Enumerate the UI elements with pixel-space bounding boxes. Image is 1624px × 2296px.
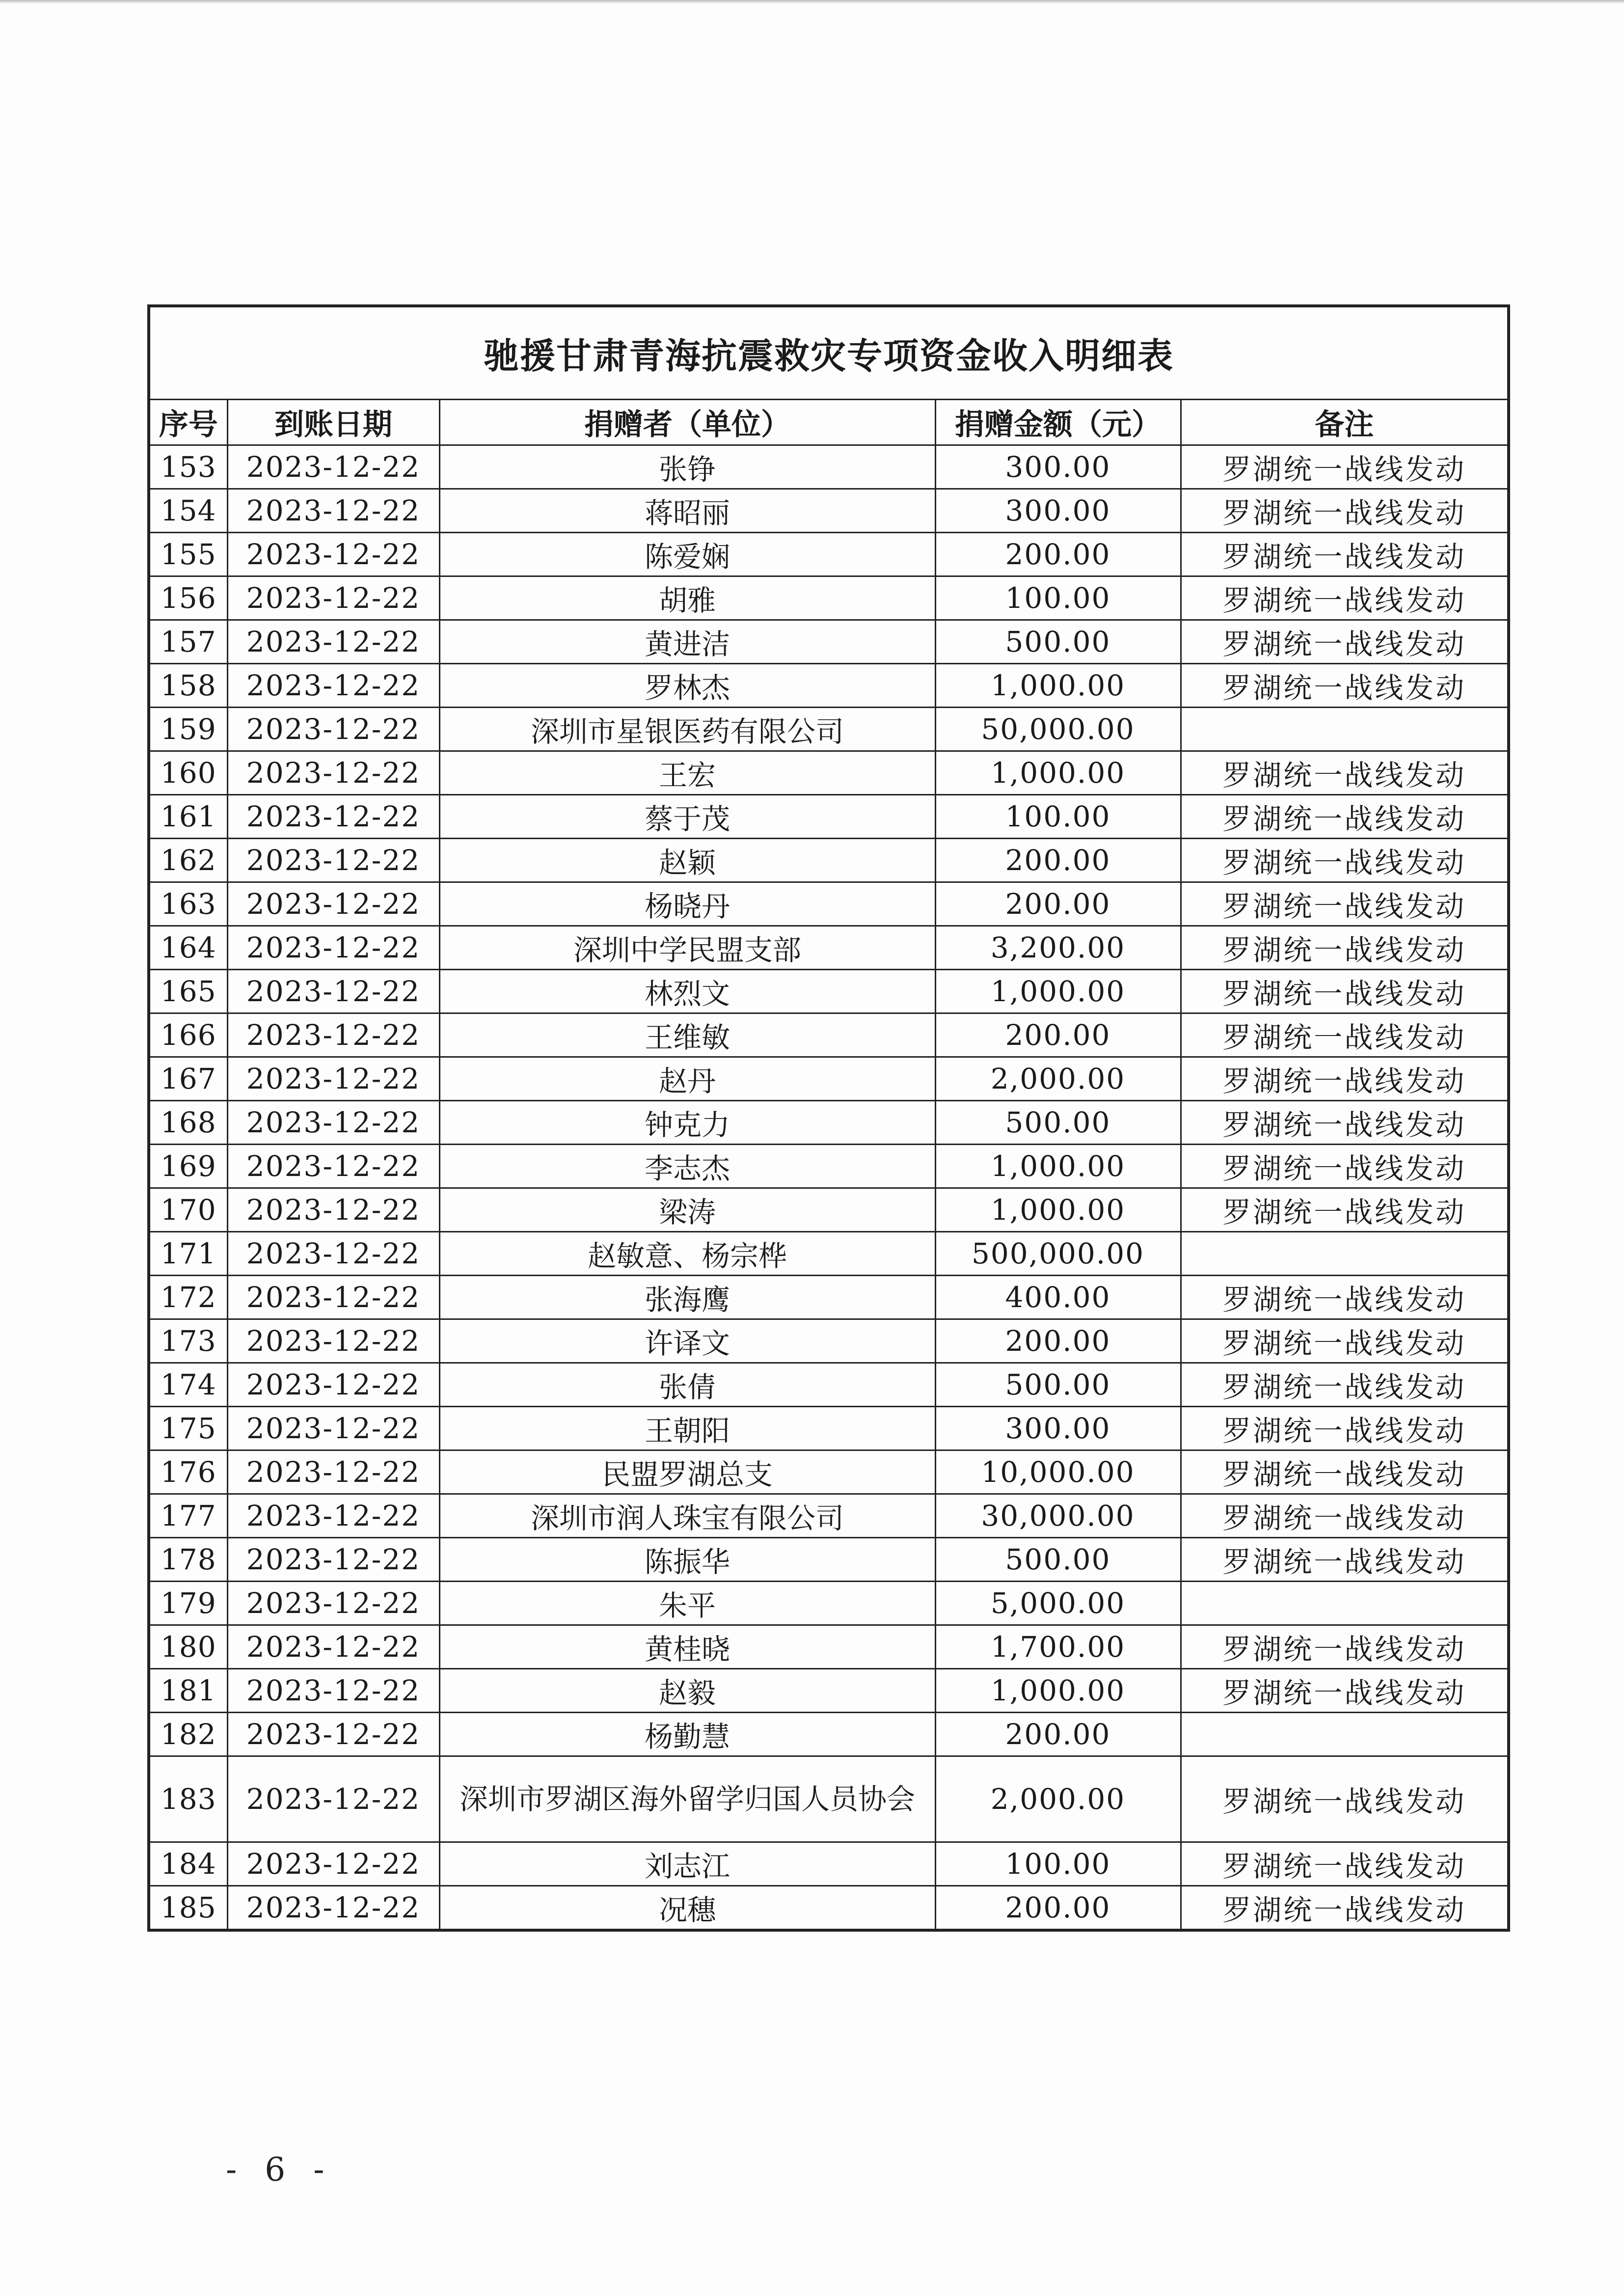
table-row: [149, 1669, 1509, 1713]
cell-seq: 179: [149, 1582, 227, 1625]
cell-note: 罗湖统一战线发动: [1181, 1145, 1509, 1188]
cell-seq: 183: [149, 1756, 227, 1842]
cell-amount: 50,000.00: [935, 708, 1181, 751]
cell-note: 罗湖统一战线发动: [1181, 926, 1509, 970]
cell-amount: 500.00: [935, 1363, 1181, 1407]
cell-amount: 300.00: [935, 489, 1181, 533]
cell-seq: 177: [149, 1494, 227, 1538]
cell-note: 罗湖统一战线发动: [1181, 970, 1509, 1013]
cell-amount: 500.00: [935, 1538, 1181, 1582]
table-row: [149, 708, 1509, 751]
cell-amount: 500.00: [935, 1101, 1181, 1145]
cell-date: 2023-12-22: [227, 1057, 439, 1101]
cell-amount: 1,000.00: [935, 664, 1181, 708]
cell-note: 罗湖统一战线发动: [1181, 751, 1509, 795]
cell-date: 2023-12-22: [227, 1886, 439, 1931]
cell-seq: 169: [149, 1145, 227, 1188]
table-body: [149, 445, 1509, 1931]
cell-date: 2023-12-22: [227, 1450, 439, 1494]
cell-seq: 157: [149, 620, 227, 664]
cell-donor: 赵颖: [439, 839, 935, 882]
cell-amount: 200.00: [935, 839, 1181, 882]
cell-amount: 1,000.00: [935, 1669, 1181, 1713]
table-row: [149, 620, 1509, 664]
cell-note: 罗湖统一战线发动: [1181, 1407, 1509, 1450]
cell-date: 2023-12-22: [227, 1013, 439, 1057]
cell-note: 罗湖统一战线发动: [1181, 1450, 1509, 1494]
cell-date: 2023-12-22: [227, 1538, 439, 1582]
cell-date: 2023-12-22: [227, 1188, 439, 1232]
cell-donor: 张倩: [439, 1363, 935, 1407]
cell-donor: 张海鹰: [439, 1276, 935, 1319]
cell-amount: 400.00: [935, 1276, 1181, 1319]
scan-edge: [0, 0, 1624, 4]
table-title: 驰援甘肃青海抗震救灾专项资金收入明细表: [149, 306, 1509, 400]
cell-note: 罗湖统一战线发动: [1181, 795, 1509, 839]
cell-date: 2023-12-22: [227, 1842, 439, 1886]
cell-note: [1181, 1582, 1509, 1625]
cell-date: 2023-12-22: [227, 445, 439, 489]
cell-seq: 171: [149, 1232, 227, 1276]
table-row: [149, 1188, 1509, 1232]
cell-donor: 杨勤慧: [439, 1713, 935, 1756]
cell-note: 罗湖统一战线发动: [1181, 664, 1509, 708]
cell-seq: 185: [149, 1886, 227, 1931]
cell-amount: 10,000.00: [935, 1450, 1181, 1494]
cell-note: 罗湖统一战线发动: [1181, 1625, 1509, 1669]
table-row: [149, 1232, 1509, 1276]
cell-amount: 200.00: [935, 1013, 1181, 1057]
table-row: [149, 1013, 1509, 1057]
cell-donor: 刘志江: [439, 1842, 935, 1886]
cell-donor: 深圳市罗湖区海外留学归国人员协会: [439, 1756, 935, 1842]
cell-amount: 3,200.00: [935, 926, 1181, 970]
cell-date: 2023-12-22: [227, 620, 439, 664]
table-row: [149, 1057, 1509, 1101]
cell-donor: 许译文: [439, 1319, 935, 1363]
cell-seq: 162: [149, 839, 227, 882]
table-row: [149, 882, 1509, 926]
table-row: [149, 664, 1509, 708]
cell-date: 2023-12-22: [227, 1669, 439, 1713]
cell-date: 2023-12-22: [227, 576, 439, 620]
cell-amount: 2,000.00: [935, 1756, 1181, 1842]
cell-date: 2023-12-22: [227, 1101, 439, 1145]
table-row: [149, 795, 1509, 839]
cell-note: 罗湖统一战线发动: [1181, 620, 1509, 664]
cell-amount: 200.00: [935, 1886, 1181, 1931]
cell-date: 2023-12-22: [227, 795, 439, 839]
table-row: [149, 1713, 1509, 1756]
donation-income-table: [147, 304, 1510, 1932]
cell-seq: 167: [149, 1057, 227, 1101]
cell-note: 罗湖统一战线发动: [1181, 1101, 1509, 1145]
cell-seq: 164: [149, 926, 227, 970]
cell-note: 罗湖统一战线发动: [1181, 1669, 1509, 1713]
cell-date: 2023-12-22: [227, 751, 439, 795]
cell-donor: 王维敏: [439, 1013, 935, 1057]
cell-note: 罗湖统一战线发动: [1181, 1057, 1509, 1101]
cell-donor: 蒋昭丽: [439, 489, 935, 533]
cell-seq: 156: [149, 576, 227, 620]
cell-note: 罗湖统一战线发动: [1181, 1842, 1509, 1886]
table-row: [149, 1276, 1509, 1319]
cell-donor: 深圳中学民盟支部: [439, 926, 935, 970]
cell-date: 2023-12-22: [227, 1494, 439, 1538]
cell-donor: 深圳市润人珠宝有限公司: [439, 1494, 935, 1538]
cell-amount: 300.00: [935, 1407, 1181, 1450]
cell-amount: 200.00: [935, 882, 1181, 926]
cell-seq: 184: [149, 1842, 227, 1886]
cell-donor: 陈爱娴: [439, 533, 935, 576]
cell-date: 2023-12-22: [227, 1407, 439, 1450]
table-row: [149, 1407, 1509, 1450]
table-row: [149, 1494, 1509, 1538]
cell-note: [1181, 1232, 1509, 1276]
table-row: [149, 1756, 1509, 1842]
cell-amount: 2,000.00: [935, 1057, 1181, 1101]
cell-donor: 朱平: [439, 1582, 935, 1625]
cell-note: 罗湖统一战线发动: [1181, 1886, 1509, 1931]
cell-seq: 181: [149, 1669, 227, 1713]
cell-date: 2023-12-22: [227, 664, 439, 708]
header-row: [149, 400, 1509, 445]
cell-donor: 李志杰: [439, 1145, 935, 1188]
cell-date: 2023-12-22: [227, 839, 439, 882]
cell-donor: 陈振华: [439, 1538, 935, 1582]
cell-donor: 杨晓丹: [439, 882, 935, 926]
cell-note: 罗湖统一战线发动: [1181, 1494, 1509, 1538]
table-row: [149, 1886, 1509, 1931]
header-seq: 序号: [149, 400, 227, 445]
cell-seq: 168: [149, 1101, 227, 1145]
cell-seq: 172: [149, 1276, 227, 1319]
cell-seq: 155: [149, 533, 227, 576]
cell-amount: 5,000.00: [935, 1582, 1181, 1625]
cell-amount: 100.00: [935, 795, 1181, 839]
cell-note: 罗湖统一战线发动: [1181, 445, 1509, 489]
cell-date: 2023-12-22: [227, 1232, 439, 1276]
table-row: [149, 1450, 1509, 1494]
cell-amount: 100.00: [935, 576, 1181, 620]
cell-seq: 175: [149, 1407, 227, 1450]
table-row: [149, 533, 1509, 576]
cell-note: 罗湖统一战线发动: [1181, 839, 1509, 882]
table-row: [149, 926, 1509, 970]
header-date: 到账日期: [227, 400, 439, 445]
cell-amount: 1,700.00: [935, 1625, 1181, 1669]
table-row: [149, 1101, 1509, 1145]
cell-amount: 1,000.00: [935, 1188, 1181, 1232]
cell-date: 2023-12-22: [227, 882, 439, 926]
header-amount: 捐赠金额（元）: [935, 400, 1181, 445]
cell-note: 罗湖统一战线发动: [1181, 1276, 1509, 1319]
cell-note: 罗湖统一战线发动: [1181, 882, 1509, 926]
cell-donor: 赵毅: [439, 1669, 935, 1713]
cell-donor: 黄桂晓: [439, 1625, 935, 1669]
cell-seq: 178: [149, 1538, 227, 1582]
table-row: [149, 1319, 1509, 1363]
cell-amount: 1,000.00: [935, 1145, 1181, 1188]
header-donor: 捐赠者（单位）: [439, 400, 935, 445]
cell-note: [1181, 1713, 1509, 1756]
cell-note: 罗湖统一战线发动: [1181, 489, 1509, 533]
cell-seq: 160: [149, 751, 227, 795]
cell-donor: 赵敏意、杨宗桦: [439, 1232, 935, 1276]
cell-seq: 158: [149, 664, 227, 708]
cell-date: 2023-12-22: [227, 1363, 439, 1407]
cell-seq: 165: [149, 970, 227, 1013]
cell-donor: 罗林杰: [439, 664, 935, 708]
cell-donor: 钟克力: [439, 1101, 935, 1145]
table-row: [149, 1538, 1509, 1582]
table-row: [149, 1145, 1509, 1188]
cell-amount: 200.00: [935, 1713, 1181, 1756]
cell-donor: 深圳市星银医药有限公司: [439, 708, 935, 751]
cell-date: 2023-12-22: [227, 489, 439, 533]
cell-note: 罗湖统一战线发动: [1181, 1538, 1509, 1582]
cell-note: 罗湖统一战线发动: [1181, 1363, 1509, 1407]
cell-seq: 170: [149, 1188, 227, 1232]
cell-date: 2023-12-22: [227, 926, 439, 970]
cell-amount: 1,000.00: [935, 970, 1181, 1013]
cell-donor: 况穗: [439, 1886, 935, 1931]
table-row: [149, 445, 1509, 489]
cell-note: 罗湖统一战线发动: [1181, 1188, 1509, 1232]
cell-amount: 300.00: [935, 445, 1181, 489]
table-row: [149, 1842, 1509, 1886]
header-note: 备注: [1181, 400, 1509, 445]
cell-date: 2023-12-22: [227, 708, 439, 751]
cell-donor: 王宏: [439, 751, 935, 795]
cell-seq: 176: [149, 1450, 227, 1494]
table-row: [149, 1363, 1509, 1407]
cell-seq: 154: [149, 489, 227, 533]
cell-seq: 180: [149, 1625, 227, 1669]
cell-seq: 174: [149, 1363, 227, 1407]
cell-note: 罗湖统一战线发动: [1181, 1013, 1509, 1057]
cell-donor: 民盟罗湖总支: [439, 1450, 935, 1494]
cell-note: 罗湖统一战线发动: [1181, 1319, 1509, 1363]
cell-amount: 30,000.00: [935, 1494, 1181, 1538]
cell-date: 2023-12-22: [227, 1625, 439, 1669]
table-row: [149, 489, 1509, 533]
cell-date: 2023-12-22: [227, 1582, 439, 1625]
cell-date: 2023-12-22: [227, 970, 439, 1013]
table-row: [149, 1625, 1509, 1669]
cell-donor: 梁涛: [439, 1188, 935, 1232]
cell-donor: 黄进洁: [439, 620, 935, 664]
cell-donor: 王朝阳: [439, 1407, 935, 1450]
cell-date: 2023-12-22: [227, 1756, 439, 1842]
cell-note: [1181, 708, 1509, 751]
cell-seq: 159: [149, 708, 227, 751]
table-row: [149, 970, 1509, 1013]
cell-donor: 赵丹: [439, 1057, 935, 1101]
cell-amount: 100.00: [935, 1842, 1181, 1886]
table-row: [149, 751, 1509, 795]
cell-amount: 500,000.00: [935, 1232, 1181, 1276]
cell-date: 2023-12-22: [227, 533, 439, 576]
cell-seq: 161: [149, 795, 227, 839]
cell-amount: 200.00: [935, 533, 1181, 576]
cell-date: 2023-12-22: [227, 1145, 439, 1188]
table-row: [149, 576, 1509, 620]
cell-seq: 153: [149, 445, 227, 489]
cell-seq: 182: [149, 1713, 227, 1756]
table-row: [149, 839, 1509, 882]
cell-amount: 200.00: [935, 1319, 1181, 1363]
cell-date: 2023-12-22: [227, 1319, 439, 1363]
cell-donor: 蔡于茂: [439, 795, 935, 839]
cell-donor: 胡雅: [439, 576, 935, 620]
cell-donor: 张铮: [439, 445, 935, 489]
cell-note: 罗湖统一战线发动: [1181, 533, 1509, 576]
cell-donor: 林烈文: [439, 970, 935, 1013]
cell-date: 2023-12-22: [227, 1276, 439, 1319]
cell-amount: 500.00: [935, 620, 1181, 664]
cell-seq: 166: [149, 1013, 227, 1057]
page-number: - 6 -: [226, 2151, 333, 2188]
table-row: [149, 1582, 1509, 1625]
cell-seq: 173: [149, 1319, 227, 1363]
cell-seq: 163: [149, 882, 227, 926]
cell-note: 罗湖统一战线发动: [1181, 576, 1509, 620]
cell-date: 2023-12-22: [227, 1713, 439, 1756]
title-row: [149, 306, 1509, 400]
cell-amount: 1,000.00: [935, 751, 1181, 795]
cell-note: 罗湖统一战线发动: [1181, 1756, 1509, 1842]
